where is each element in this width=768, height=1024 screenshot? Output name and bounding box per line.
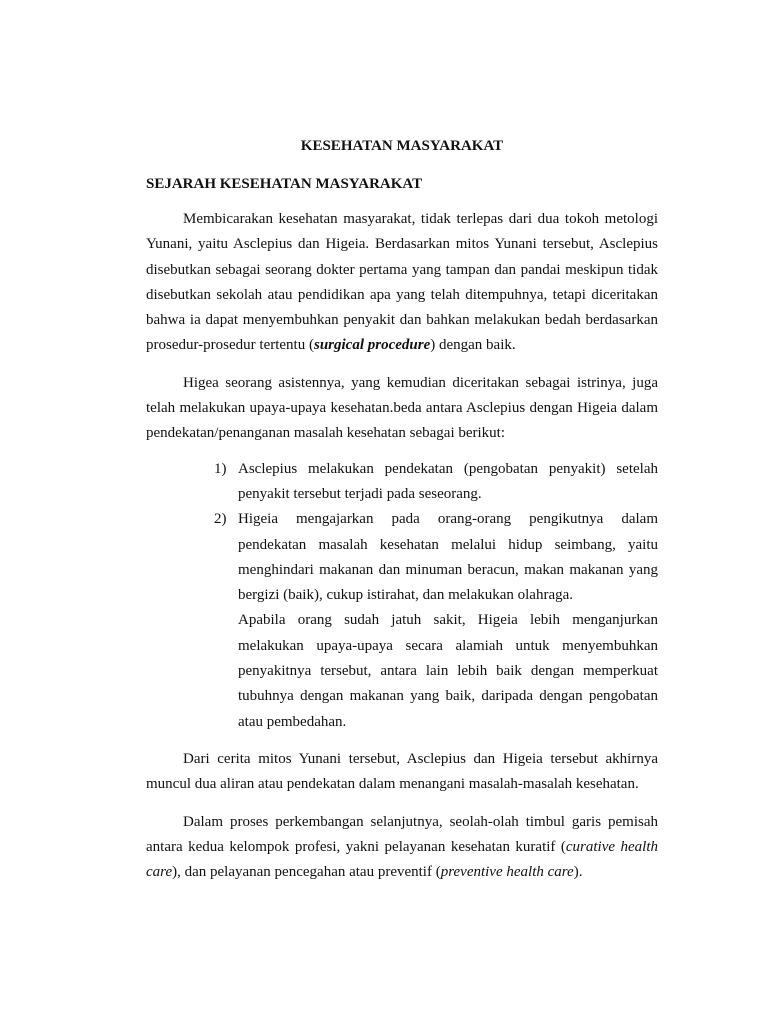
paragraph-4-text: Dalam proses perkembangan selanjutnya, seolah-olah timbul garis pemisah antara kedua kelompok profesi, yakni pelayanan kesehatan kuratif ( xyxy=(146,813,658,855)
list-item-text: Higeia mengajarkan pada orang-orang pengikutnya dalam pendekatan masalah kesehatan melalui hidup seimbang, yaitu menghindari makanan dan minuman beracun, makan makanan yang bergizi (baik), cukup istirahat, dan melakukan olahraga. xyxy=(238,511,658,604)
paragraph-4 xyxy=(146,810,658,886)
paragraph-1-text: Membicarakan kesehatan masyarakat, tidak terlepas dari dua tokoh metologi Yunani, yaitu Asclepius dan Higeia. Berdasarkan mitos Yunani tersebut, Asclepius disebutkan sebagai seorang dokter pertama yang tampan dan pandai meskipun tidak disebutkan sekolah atau pendidikan apa yang telah ditempuhnya, tetapi diceritakan bahwa ia dapat menyembuhkan penyakit dan bahkan melakukan bedah berdasarkan prosedur-prosedur tertentu ( xyxy=(146,211,658,354)
document-page xyxy=(146,133,658,885)
list-item xyxy=(214,457,658,508)
paragraph-1-text-end: ) dengan baik. xyxy=(430,337,516,354)
paragraph-4-text-end: ). xyxy=(573,864,583,881)
paragraph-4-text-mid: ), dan pelayanan pencegahan atau preventif ( xyxy=(172,864,441,881)
list-item-number: 2) xyxy=(214,511,227,528)
paragraph-4-term-preventive: preventive health care xyxy=(440,864,574,881)
section-heading: SEJARAH KESEHATAN MASYARAKAT xyxy=(146,176,423,192)
paragraph-3: Dari cerita mitos Yunani tersebut, Asclepius dan Higeia tersebut akhirnya muncul dua aliran atau pendekatan dalam menangani masalah-masalah kesehatan. xyxy=(146,750,658,793)
list-item-number: 1) xyxy=(214,460,227,477)
paragraph-1-emphasis: surgical procedure xyxy=(313,337,431,354)
paragraph-1 xyxy=(146,207,658,359)
numbered-list xyxy=(146,457,658,609)
document-title: KESEHATAN MASYARAKAT xyxy=(300,138,504,154)
paragraph-4-term-curative: curative health care xyxy=(146,838,659,881)
list-continuation: Apabila orang sudah jatuh sakit, Higeia lebih menganjurkan melakukan upaya-upaya secara alamiah untuk menyembuhkan penyakitnya tersebut, antara lain lebih baik dengan memperkuat tubuhnya dengan makanan yang baik, daripada dengan pengobatan atau pembedahan. xyxy=(238,612,658,730)
list-item xyxy=(214,507,658,608)
paragraph-2: Higea seorang asistennya, yang kemudian diceritakan sebagai istrinya, juga telah melakukan upaya-upaya kesehatan.beda antara Asclepius dengan Higeia dalam pendekatan/penanganan masalah kesehatan sebagai berikut: xyxy=(146,374,658,442)
list-item-text: Asclepius melakukan pendekatan (pengobatan penyakit) setelah penyakit tersebut terjadi pada seseorang. xyxy=(238,460,658,502)
